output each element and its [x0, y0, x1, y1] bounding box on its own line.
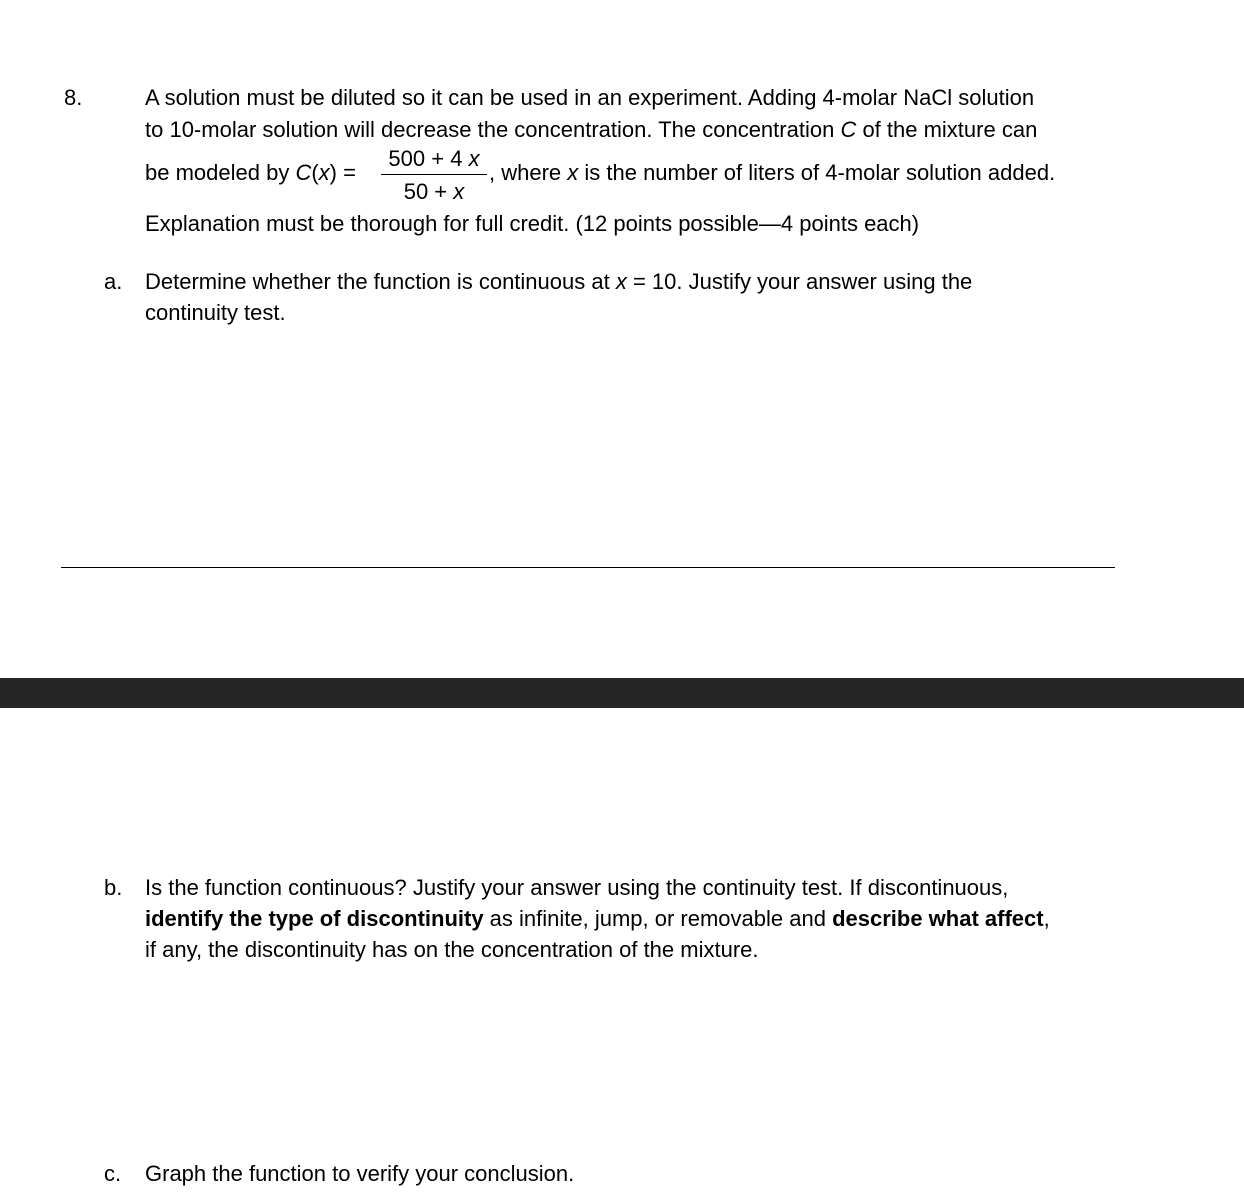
variable-x: x	[567, 160, 579, 185]
denominator-text: 50 +	[403, 179, 454, 204]
fraction-numerator	[381, 147, 487, 171]
text-segment: ,	[1043, 906, 1050, 931]
text-segment: as infinite, jump, or removable and	[483, 906, 833, 931]
part-a-letter: a.	[104, 269, 123, 294]
question-text-line-3-right	[489, 160, 1055, 186]
question-text-line-4: Explanation must be thorough for full credit. (12 points possible—4 points each)	[145, 211, 920, 236]
part-b-line-2	[145, 906, 1050, 932]
function-variable: x	[318, 160, 330, 185]
part-a-line-1	[145, 269, 972, 295]
paren-open: (	[311, 160, 319, 185]
text-segment: = 10. Justify your answer using the	[626, 269, 973, 294]
fraction	[381, 147, 487, 205]
text-segment: Determine whether the function is continuous at	[145, 269, 616, 294]
answer-divider-line	[61, 567, 1115, 568]
text-segment: is the number of liters of 4-molar solution added.	[578, 160, 1056, 185]
numerator-variable: x	[468, 146, 480, 171]
bold-phrase: identify the type of discontinuity	[145, 906, 484, 931]
part-c-line-1: Graph the function to verify your conclusion.	[145, 1161, 575, 1186]
fraction-denominator	[381, 179, 487, 205]
part-b-line-3: if any, the discontinuity has on the concentration of the mixture.	[145, 937, 759, 962]
denominator-variable: x	[453, 179, 465, 204]
function-name: C	[295, 160, 312, 185]
numerator-text: 500 + 4	[388, 146, 469, 171]
variable-x: x	[615, 269, 627, 294]
part-b-letter: b.	[104, 875, 123, 900]
bold-phrase: describe what affect	[832, 906, 1044, 931]
page-break-band	[0, 678, 1244, 708]
part-a-line-2: continuity test.	[145, 300, 286, 325]
question-text-line-3-left	[145, 160, 356, 186]
part-c-letter: c.	[104, 1161, 122, 1186]
part-b-line-1: Is the function continuous? Justify your answer using the continuity test. If discontinuous,	[145, 875, 1009, 900]
fraction-bar	[381, 174, 487, 175]
question-text-line-1: A solution must be diluted so it can be used in an experiment. Adding 4-molar NaCl solution	[145, 85, 1035, 110]
variable-c: C	[840, 117, 857, 142]
text-segment: be modeled by	[145, 160, 296, 185]
text-segment: , where	[489, 160, 568, 185]
text-segment: to 10-molar solution will decrease the concentration. The concentration	[145, 117, 841, 142]
question-number: 8.	[64, 85, 83, 110]
text-segment: of the mixture can	[856, 117, 1038, 142]
question-text-line-2	[145, 117, 1037, 143]
paren-close-equals: ) =	[329, 160, 356, 185]
